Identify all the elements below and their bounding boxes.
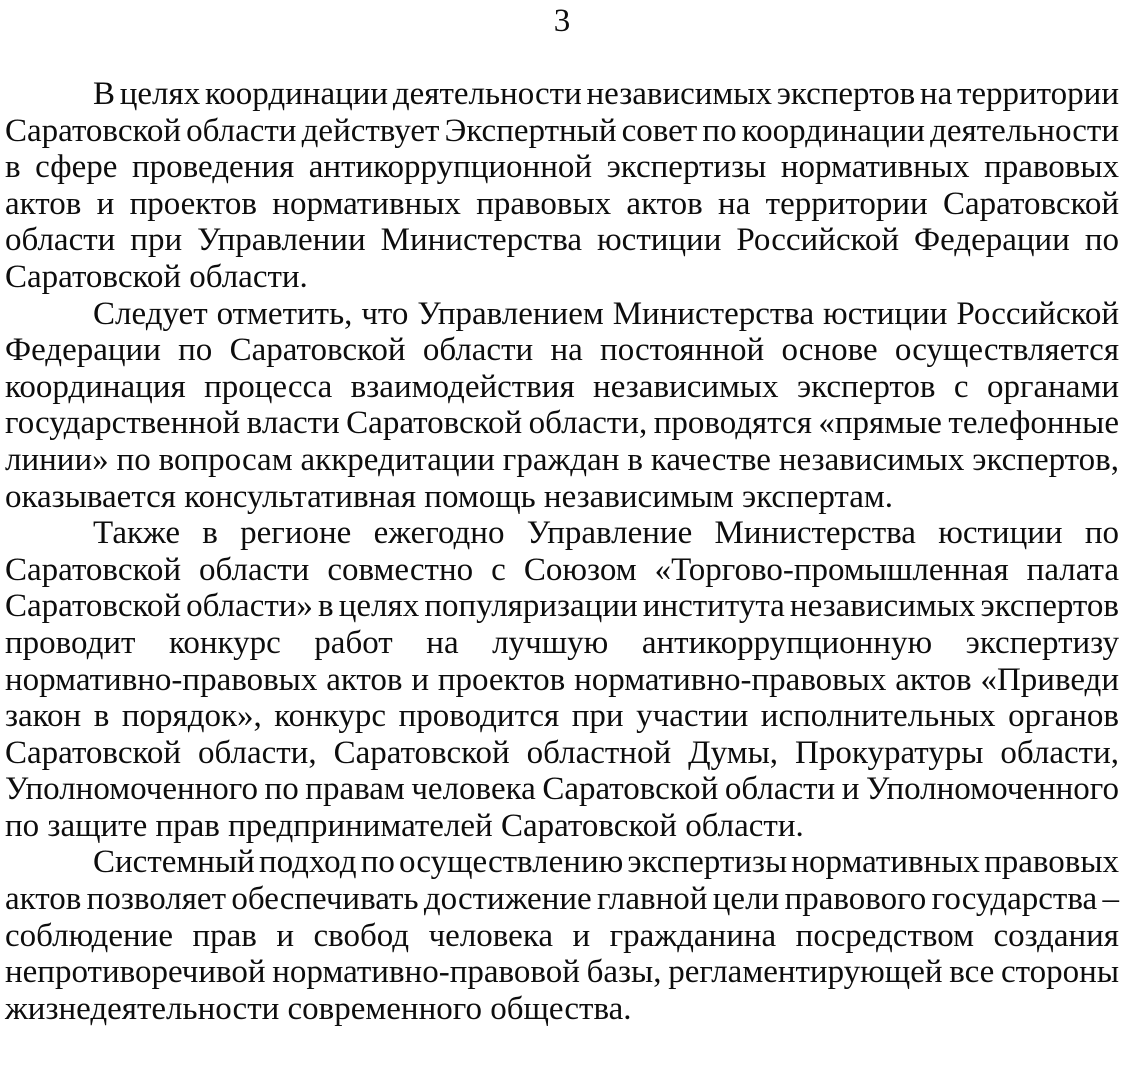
- text-line-content: области при Управлении Министерства юстиции Российской Федерации по: [5, 222, 1119, 259]
- paragraph: [5, 296, 1119, 516]
- text-line-content: закон в порядок», конкурс проводится при участии исполнительных органов: [5, 698, 1119, 735]
- text-line-content: актов и проектов нормативных правовых актов на территории Саратовской: [5, 185, 1119, 222]
- text-line-content: Уполномоченного по правам человека Саратовской области и Уполномоченного: [5, 771, 1119, 808]
- document-body: [5, 76, 1119, 1027]
- text-line: [5, 918, 1119, 955]
- text-line: [5, 625, 1119, 662]
- text-line: [5, 844, 1119, 881]
- text-line-content: Саратовской области» в целях популяризации института независимых экспертов: [5, 588, 1119, 625]
- text-line-content: оказывается консультативная помощь независимым экспертам.: [5, 478, 894, 515]
- paragraph: [5, 844, 1119, 1027]
- text-line-content: Федерации по Саратовской области на постоянной основе осуществляется: [5, 332, 1119, 369]
- text-line-content: Саратовской области действует Экспертный совет по координации деятельности: [5, 112, 1119, 149]
- text-line-content: по защите прав предпринимателей Саратовской области.: [5, 807, 804, 844]
- text-line: [5, 881, 1119, 918]
- text-line-content: нормативно-правовых актов и проектов нормативно-правовых актов «Приведи: [5, 661, 1119, 698]
- text-line: [5, 405, 1119, 442]
- text-line: [5, 149, 1119, 186]
- text-line: [5, 479, 1119, 516]
- text-line: [5, 588, 1119, 625]
- text-line: [5, 698, 1119, 735]
- text-line-content: Системный подход по осуществлению экспертизы нормативных правовых: [93, 844, 1119, 881]
- text-line: [5, 369, 1119, 406]
- text-line: [5, 515, 1119, 552]
- text-line: [5, 735, 1119, 772]
- page-number: 3: [553, 3, 571, 39]
- text-line: [5, 808, 1119, 845]
- text-line-content: жизнедеятельности современного общества.: [5, 990, 632, 1027]
- text-line: [5, 259, 1119, 296]
- text-line-content: проводит конкурс работ на лучшую антикоррупционную экспертизу: [5, 624, 1119, 661]
- text-line: [5, 222, 1119, 259]
- text-line-content: линии» по вопросам аккредитации граждан в качестве независимых экспертов,: [5, 441, 1119, 478]
- text-line-content: Следует отметить, что Управлением Министерства юстиции Российской: [93, 295, 1119, 332]
- text-line-content: соблюдение прав и свобод человека и гражданина посредством создания: [5, 917, 1119, 954]
- text-line: [5, 662, 1119, 699]
- text-line: [5, 771, 1119, 808]
- text-line: [5, 332, 1119, 369]
- text-line: [5, 954, 1119, 991]
- paragraph: [5, 76, 1119, 296]
- text-line-content: Также в регионе ежегодно Управление Министерства юстиции по: [93, 515, 1119, 552]
- text-line-content: Саратовской области.: [5, 258, 308, 295]
- text-line: [5, 76, 1119, 113]
- paragraph: [5, 515, 1119, 844]
- text-line: [5, 186, 1119, 223]
- text-line-content: координация процесса взаимодействия независимых экспертов с органами: [5, 368, 1119, 405]
- text-line: [5, 113, 1119, 150]
- text-line-content: актов позволяет обеспечивать достижение главной цели правового государства –: [5, 881, 1119, 918]
- text-line: [5, 296, 1119, 333]
- text-line-content: государственной власти Саратовской области, проводятся «прямые телефонные: [5, 405, 1119, 442]
- text-line: [5, 552, 1119, 589]
- text-line-content: непротиворечивой нормативно-правовой базы, регламентирующей все стороны: [5, 954, 1119, 991]
- text-line-content: В целях координации деятельности независимых экспертов на территории: [93, 76, 1119, 112]
- text-line-content: Саратовской области, Саратовской областной Думы, Прокуратуры области,: [5, 734, 1119, 771]
- text-line-content: Саратовской области совместно с Союзом «Торгово-промышленная палата: [5, 551, 1119, 588]
- text-line-content: в сфере проведения антикоррупционной экспертизы нормативных правовых: [5, 149, 1119, 186]
- text-line: [5, 991, 1119, 1028]
- text-line: [5, 442, 1119, 479]
